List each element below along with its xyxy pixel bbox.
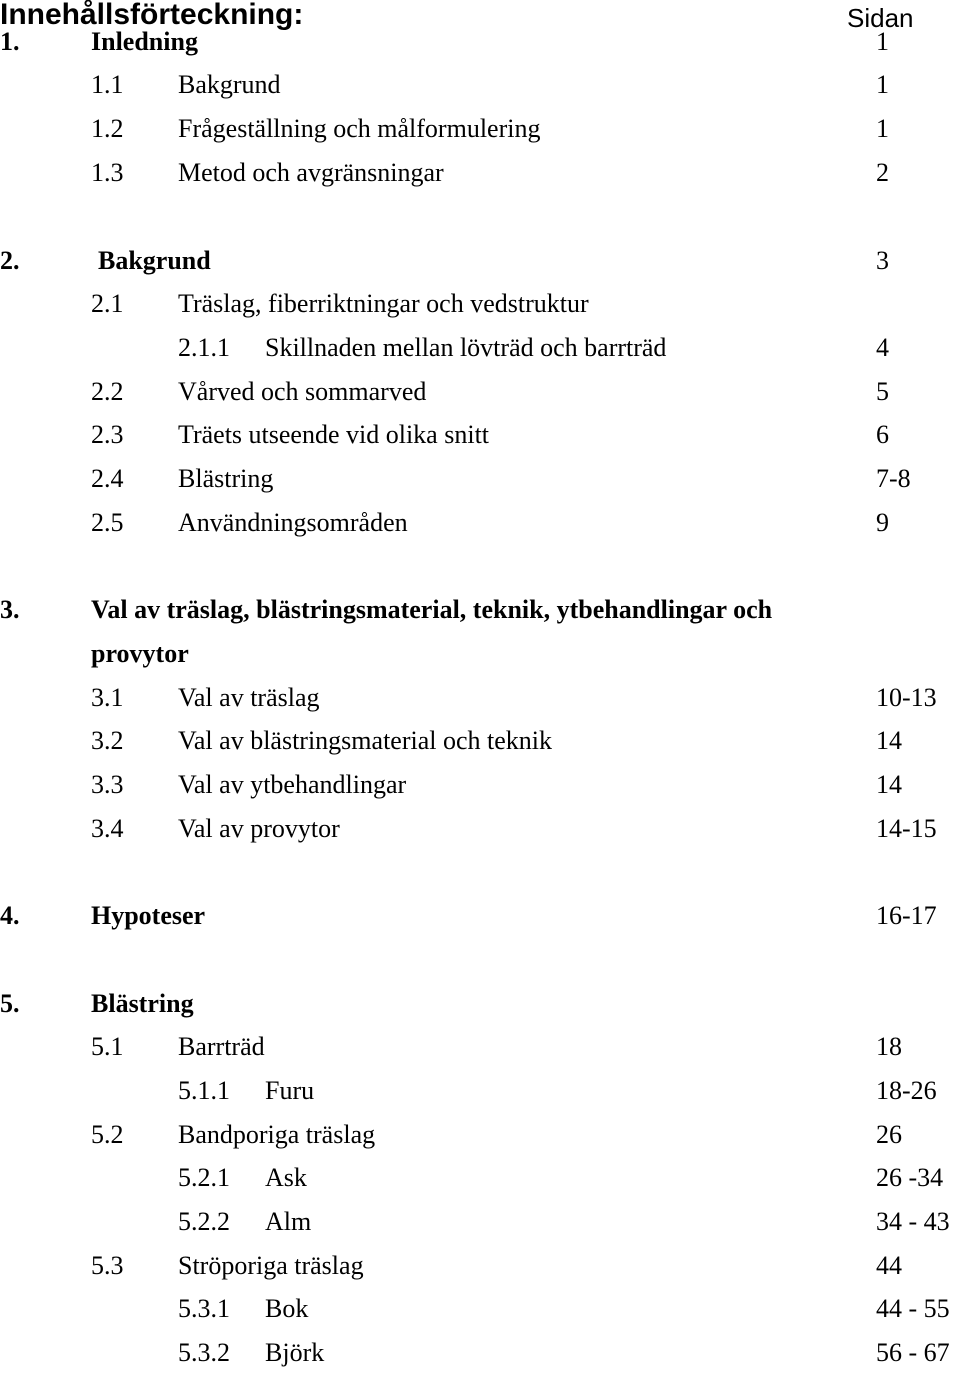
toc-entry-title: Vårved och sommarved (178, 377, 427, 406)
toc-entry-title: Ströporiga träslag (178, 1251, 364, 1280)
toc-entry (0, 1069, 960, 1113)
toc-entry-number: 2.2 (91, 377, 124, 406)
toc-entry-page: 10-13 (876, 683, 937, 712)
toc-entry (0, 982, 960, 1026)
toc-entry (0, 894, 960, 938)
toc-entry-number: 5.1.1 (178, 1076, 230, 1105)
toc-entry (0, 370, 960, 414)
toc-entry-number: 3.2 (91, 726, 124, 755)
toc-entry-number: 3.4 (91, 814, 124, 843)
toc-entry (0, 151, 960, 195)
toc-entry-number: 5.3 (91, 1251, 124, 1280)
toc-entry-number: 2.5 (91, 508, 124, 537)
toc-entry-title: Träets utseende vid olika snitt (178, 420, 490, 449)
toc-entry-page: 1 (876, 70, 889, 99)
toc-entry (0, 1113, 960, 1157)
toc-entry-title: Val av träslag, blästringsmaterial, teknik, ytbehandlingar och (91, 595, 773, 624)
toc-entry-title: Björk (265, 1338, 325, 1367)
toc-entry (0, 1156, 960, 1200)
toc-entry-title: Alm (265, 1207, 312, 1236)
toc-entry-page: 2 (876, 158, 889, 187)
toc-entry (0, 632, 960, 676)
toc-entry-number: 5.2 (91, 1120, 124, 1149)
toc-entry-page: 14-15 (876, 814, 937, 843)
toc-entry-number: 2.4 (91, 464, 124, 493)
toc-entry-title: Skillnaden mellan lövträd och barrträd (265, 333, 667, 362)
toc-entry (0, 1287, 960, 1331)
toc-entry (0, 676, 960, 720)
toc-entry-title: Bakgrund (98, 246, 211, 275)
toc-entry-page: 5 (876, 377, 889, 406)
toc-entry-title: Blästring (178, 464, 274, 493)
toc-entry-number: 2.1 (91, 289, 124, 318)
toc-entry (0, 1331, 960, 1375)
toc-entry (0, 1025, 960, 1069)
toc-entry (0, 763, 960, 807)
toc-entry-page: 4 (876, 333, 889, 362)
toc-entry-page: 26 (876, 1120, 902, 1149)
toc-entry-page: 7-8 (876, 464, 911, 493)
toc-entry-page: 3 (876, 246, 889, 275)
toc-entry (0, 413, 960, 457)
toc-entry (0, 20, 960, 64)
toc-entry-page: 18-26 (876, 1076, 937, 1105)
toc-entry-title: Inledning (91, 27, 198, 56)
toc-entry-number: 5. (0, 989, 20, 1018)
toc-entry (0, 1200, 960, 1244)
toc-entry (0, 63, 960, 107)
toc-entry-title: Val av provytor (178, 814, 340, 843)
toc-entry-title: Hypoteser (91, 901, 206, 930)
toc-entry-title: Val av ytbehandlingar (178, 770, 407, 799)
toc-entry-page: 44 (876, 1251, 902, 1280)
toc-entry-number: 2.1.1 (178, 333, 230, 362)
toc-entry-number: 5.2.2 (178, 1207, 230, 1236)
toc-entry-page: 14 (876, 726, 902, 755)
toc-entry (0, 239, 960, 283)
toc-entry-page: 56 - 67 (876, 1338, 950, 1367)
page-column-label: Sidan (847, 3, 914, 33)
toc-entry-number: 3.1 (91, 683, 124, 712)
toc-entry-title: Ask (265, 1163, 307, 1192)
toc-entry (0, 501, 960, 545)
toc-entry-title: Blästring (91, 989, 194, 1018)
toc-entry-page: 9 (876, 508, 889, 537)
toc-entry (0, 1244, 960, 1288)
toc-entry-page: 44 - 55 (876, 1294, 950, 1323)
toc-entry-number: 2. (0, 246, 20, 275)
toc-entry-number: 5.1 (91, 1032, 124, 1061)
toc-entry (0, 719, 960, 763)
toc-title: Innehållsförteckning: (0, 0, 304, 31)
toc-entry-number: 1.3 (91, 158, 124, 187)
toc-entry-number: 5.3.2 (178, 1338, 230, 1367)
toc-entry-number: 1. (0, 27, 20, 56)
toc-entry (0, 326, 960, 370)
toc-entry-page: 16-17 (876, 901, 937, 930)
toc-entry-title: Val av blästringsmaterial och teknik (178, 726, 553, 755)
toc-entry-page: 6 (876, 420, 889, 449)
toc-entry-page: 34 - 43 (876, 1207, 950, 1236)
toc-entry-number: 4. (0, 901, 20, 930)
toc-entry-page: 1 (876, 27, 889, 56)
toc-entry-title: Bandporiga träslag (178, 1120, 376, 1149)
toc-entry (0, 588, 960, 632)
toc-entry-number: 5.2.1 (178, 1163, 230, 1192)
toc-entry (0, 107, 960, 151)
toc-entry-title: provytor (91, 639, 189, 668)
toc-entry-number: 1.1 (91, 70, 124, 99)
toc-entry-title: Bok (265, 1294, 309, 1323)
toc-entry-number: 5.3.1 (178, 1294, 230, 1323)
toc-entry-title: Val av träslag (178, 683, 320, 712)
toc-entry-title: Träslag, fiberriktningar och vedstruktur (178, 289, 589, 318)
toc-entry-page: 26 -34 (876, 1163, 944, 1192)
toc-entry-number: 1.2 (91, 114, 124, 143)
toc-entry-title: Furu (265, 1076, 315, 1105)
toc-entry-title: Användningsområden (178, 508, 408, 537)
toc-entry (0, 807, 960, 851)
toc-entry (0, 282, 960, 326)
toc-entry-title: Metod och avgränsningar (178, 158, 444, 187)
toc-entry-page: 18 (876, 1032, 902, 1061)
toc-entry-number: 3.3 (91, 770, 124, 799)
toc-entry (0, 457, 960, 501)
toc-entry-page: 14 (876, 770, 902, 799)
toc-entry-title: Frågeställning och målformulering (178, 114, 541, 143)
toc-entry-page: 1 (876, 114, 889, 143)
toc-entry-title: Barrträd (178, 1032, 265, 1061)
toc-entry-title: Bakgrund (178, 70, 281, 99)
toc-entry-number: 3. (0, 595, 20, 624)
toc-entry-number: 2.3 (91, 420, 124, 449)
